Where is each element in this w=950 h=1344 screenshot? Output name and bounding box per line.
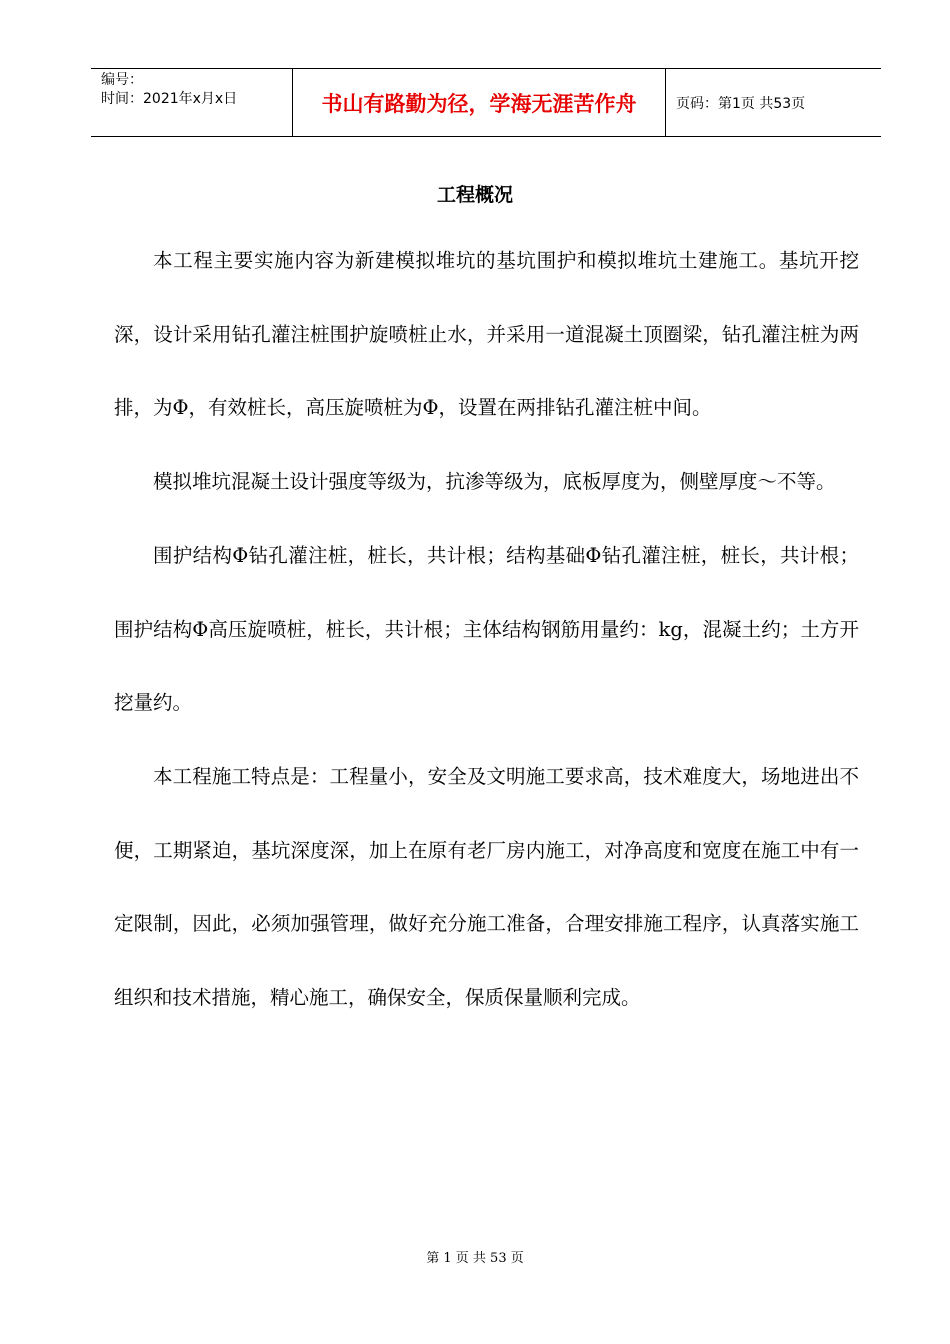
- document-title: 工程概况: [436, 184, 513, 206]
- paragraph-3: 围护结构Φ钻孔灌注桩，桩长，共计根；结构基础Φ钻孔灌注桩，桩长，共计根；围护结构Φ高压旋喷桩，桩长，共计根；主体结构钢筋用量约：kg，混凝土约；土方开挖量约。: [114, 543, 859, 715]
- paragraph-1: 本工程主要实施内容为新建模拟堆坑的基坑围护和模拟堆坑土建施工。基坑开挖深，设计采用钻孔灌注桩围护旋喷桩止水，并采用一道混凝土顶圈梁，钻孔灌注桩为两排，为Φ，有效桩长，高压旋喷桩为Φ，设置在两排钻孔灌注桩中间。: [114, 249, 859, 420]
- paragraph-2: 模拟堆坑混凝土设计强度等级为，抗渗等级为，底板厚度为，侧壁厚度～不等。: [153, 470, 836, 494]
- motto: 书山有路勤为径，学海无涯苦作舟: [293, 69, 666, 136]
- number-label: 编号：: [101, 72, 143, 88]
- page-header: [91, 68, 881, 137]
- document-body: [114, 224, 859, 1035]
- page-footer: 第 1 页 共 53 页: [426, 1251, 524, 1266]
- paragraph-4: 本工程施工特点是：工程量小，安全及文明施工要求高，技术难度大，场地进出不便，工期紧迫，基坑深度深，加上在原有老厂房内施工，对净高度和宽度在施工中有一定限制，因此，必须加强管理，做好充分施工准备，合理安排施工程序，认真落实施工组织和技术措施，精心施工，确保安全，保质保量顺利完成。: [114, 764, 859, 1010]
- header-meta: [91, 69, 293, 136]
- time-line: 时间：2021年x月x日: [101, 91, 238, 107]
- page-info: 页码：第1页 共53页: [676, 95, 806, 112]
